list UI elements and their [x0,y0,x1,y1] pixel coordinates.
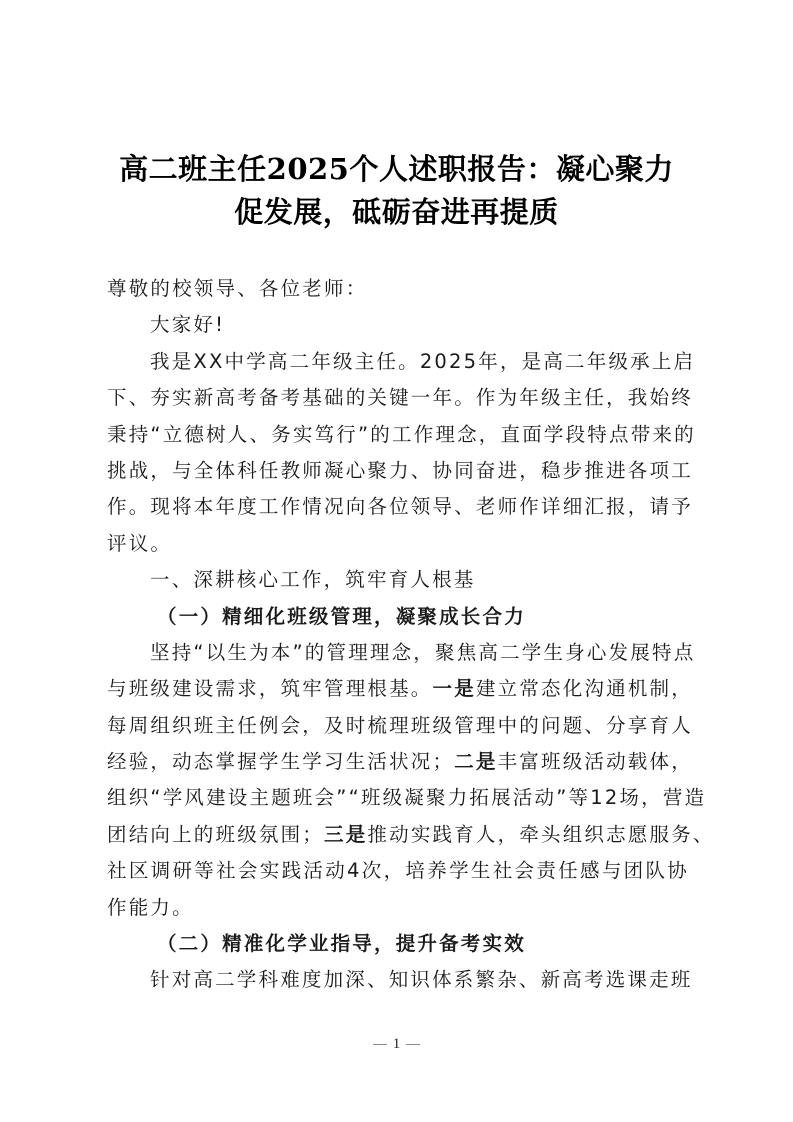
text-run: 推动实践育人，牵头组织志愿服务、 [367,822,715,846]
paragraph-line [107,635,696,671]
subsection-heading-1: （一）精细化班级管理，凝聚成长合力 [157,604,526,628]
intro-line: 秉持“立德树人、务实笃行”的工作理念，直面学段特点带来的 [107,422,696,446]
text-run: 丰富班级活动载体， [497,750,693,774]
greeting: 大家好! [150,313,226,337]
paragraph-line [107,853,689,889]
dash-right [406,1044,420,1045]
emphasis-run: 三是 [324,822,368,846]
section-heading-1: 一、深耕核心工作，筑牢育人根基 [150,568,476,592]
paragraph-line: 针对高二学科难度加深、知识体系繁杂、新高考选课走班 [150,968,693,992]
text-run: 作能力。 [107,895,194,919]
text-run: 社区调研等社会实践活动4次，培养学生社会责任感与团队协 [107,859,689,883]
text-run: 经验，动态掌握学生学习生活状况； [107,750,455,774]
dash-left [373,1044,387,1045]
text-run: 坚持“以生为本”的管理理念，聚焦高二学生身心发展特点 [150,640,696,664]
emphasis-run: 二是 [454,750,498,774]
text-run: 建立常态化沟通机制， [475,677,693,701]
paragraph-line [107,780,707,816]
text-run: 组织“学风建设主题班会”“班级凝聚力拓展活动”等12场，营造 [107,786,707,810]
intro-paragraph [107,344,696,562]
paragraph-line [107,671,693,707]
paragraph-line [107,890,689,926]
intro-line: 作。现将本年度工作情况向各位领导、老师作详细汇报，请予 [107,495,693,519]
document-body [107,271,715,999]
emphasis-run: 一是 [432,677,476,701]
intro-line: 下、夯实新高考备考基础的关键一年。作为年级主任，我始终 [107,386,693,410]
page-number [0,1036,793,1053]
subsection-heading-2: （二）精准化学业指导，提升备考实效 [157,932,526,956]
salutation: 尊敬的校领导、各位老师： [107,277,368,300]
intro-line: 我是XX中学高二年级主任。2025年，是高二年级承上启 [150,349,696,373]
paragraph-line [107,817,715,853]
page-number-value: 1 [392,1036,401,1052]
title-line-1: 高二班主任2025个人述职报告：凝心聚力 [119,152,674,186]
paragraph-line [107,708,693,744]
paragraph-line [107,744,693,780]
text-run: 与班级建设需求，筑牢管理根基。 [107,677,433,701]
subsection-1-paragraph [107,635,715,926]
document-title [60,148,733,234]
text-run: 每周组织班主任例会，及时梳理班级管理中的问题、分享育人 [107,713,693,737]
text-run: 团结向上的班级氛围； [107,822,325,846]
intro-line: 评议。 [107,531,173,555]
intro-line: 挑战，与全体科任教师凝心聚力、协同奋进，稳步推进各项工 [107,458,693,482]
title-line-2: 促发展，砥砺奋进再提质 [234,195,559,229]
